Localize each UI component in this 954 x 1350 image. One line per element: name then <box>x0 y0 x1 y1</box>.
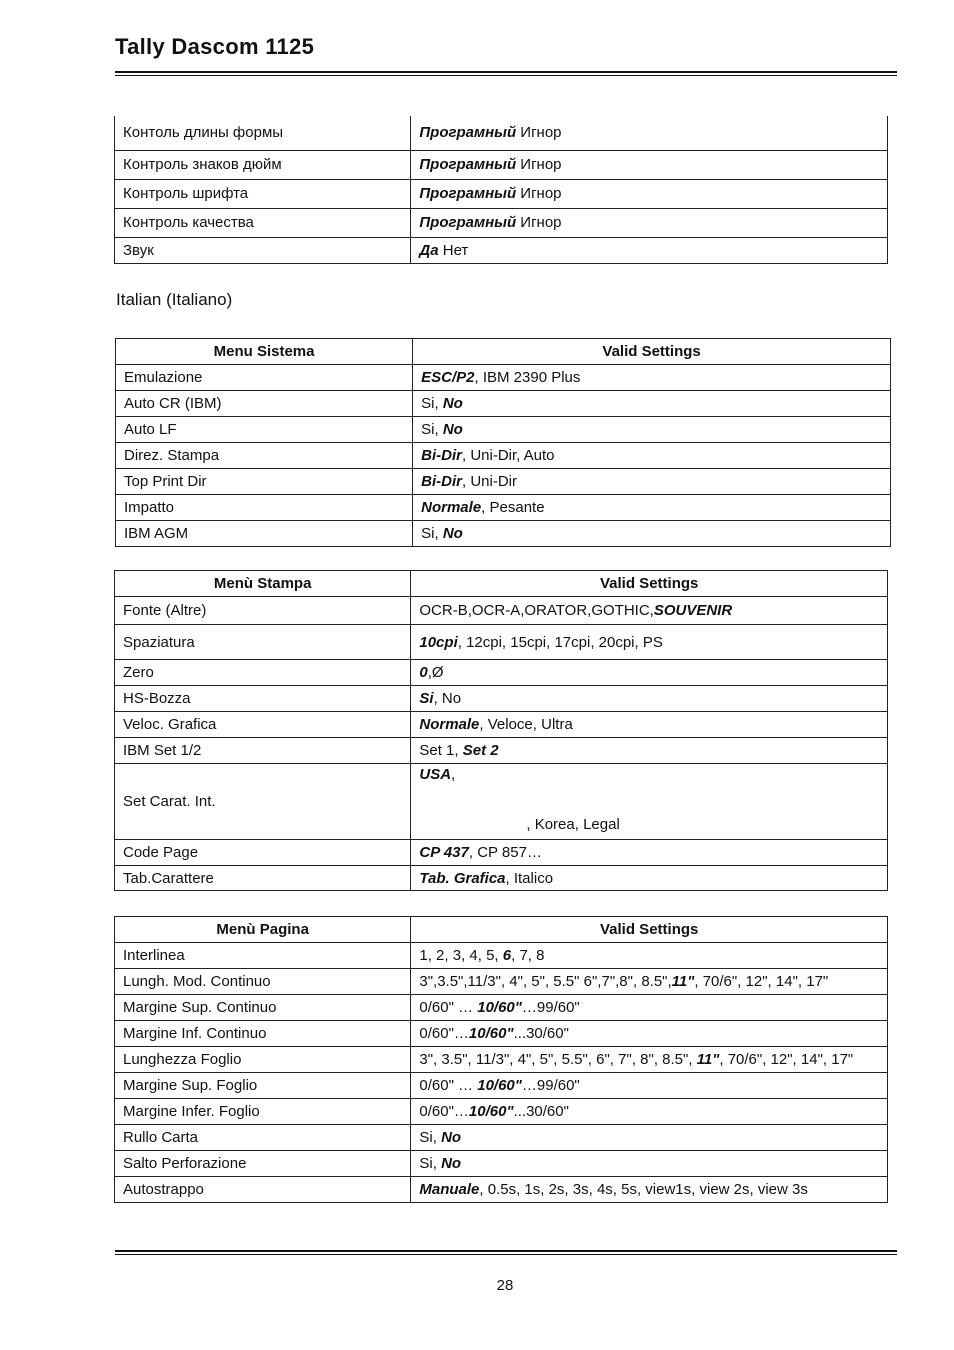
setting-values <box>413 495 891 521</box>
table-row <box>115 179 888 208</box>
default-value: 10cpi <box>419 633 458 651</box>
table-row <box>115 995 888 1021</box>
default-value: No <box>442 525 463 542</box>
table-row <box>115 840 888 866</box>
default-value: No <box>442 421 463 438</box>
menu-stampa-table <box>114 570 888 891</box>
setting-values <box>413 469 891 495</box>
column-header: Menù Pagina <box>115 917 411 943</box>
setting-label: Margine Sup. Continuo <box>115 995 411 1021</box>
values-suffix: , 0.5s, 1s, 2s, 3s, 4s, 5s, view1s, view 2s, view 3s <box>479 1181 808 1198</box>
setting-values <box>413 391 891 417</box>
table-row <box>115 764 888 840</box>
setting-values <box>411 237 888 263</box>
values-prefix: 0/60"… <box>419 1025 469 1042</box>
table-row <box>116 417 891 443</box>
column-header: Valid Settings <box>413 339 891 365</box>
setting-label: Zero <box>115 660 411 686</box>
values-prefix: Si, <box>421 421 443 438</box>
menu-sistema-table <box>115 338 891 547</box>
setting-values <box>413 443 891 469</box>
default-value: 6 <box>502 947 512 964</box>
default-value: ESC/P2 <box>421 369 475 386</box>
table-row <box>115 1177 888 1203</box>
setting-label: Veloc. Grafica <box>115 712 411 738</box>
default-value: 10/60" <box>477 1077 522 1094</box>
table-row <box>116 495 891 521</box>
russian-settings-table <box>114 116 888 264</box>
setting-values <box>411 1099 888 1125</box>
default-value: Si <box>419 690 434 707</box>
default-value: Програмный <box>419 156 517 173</box>
setting-label: Salto Perforazione <box>115 1151 411 1177</box>
other-values: Игнор <box>516 156 562 173</box>
default-value: No <box>441 1129 462 1146</box>
table-row <box>115 1125 888 1151</box>
values-line: , Korea, Legal <box>526 816 620 833</box>
table-row <box>115 660 888 686</box>
table-row <box>115 237 888 263</box>
setting-label: Контроль знаков дюйм <box>115 150 411 179</box>
default-value: Bi-Dir <box>421 447 462 464</box>
section-heading: Italian (Italiano) <box>116 290 233 309</box>
table-row <box>116 391 891 417</box>
table-header-row <box>116 339 891 365</box>
values-prefix: 0/60" … <box>419 999 478 1016</box>
other-values: Игнор <box>516 185 562 202</box>
values-suffix: , Uni-Dir <box>461 473 517 490</box>
header-rule <box>115 71 897 73</box>
setting-label: Rullo Carta <box>115 1125 411 1151</box>
table-row <box>115 116 888 150</box>
default-value: Да <box>419 241 439 259</box>
other-values: Игнор <box>516 124 562 142</box>
values-suffix: ...30/60" <box>513 1025 569 1042</box>
table-row <box>115 1047 888 1073</box>
page-header-title: Tally Dascom 1125 <box>115 34 315 59</box>
default-value: SOUVENIR <box>653 602 733 619</box>
column-header: Menu Sistema <box>116 339 413 365</box>
values-suffix: , Veloce, Ultra <box>479 716 573 733</box>
setting-values <box>411 995 888 1021</box>
table-row <box>116 365 891 391</box>
setting-label: Impatto <box>116 495 413 521</box>
default-value: 11" <box>671 973 695 990</box>
setting-values <box>411 1047 888 1073</box>
setting-values <box>411 866 888 891</box>
values-suffix: , Uni-Dir, Auto <box>461 447 555 464</box>
setting-label: Emulazione <box>116 365 413 391</box>
values-suffix: , CP 857… <box>468 844 542 861</box>
table-row <box>115 943 888 969</box>
default-value: Tab. Grafica <box>419 869 506 887</box>
setting-values <box>411 1177 888 1203</box>
setting-values <box>411 625 888 660</box>
values-suffix: …99/60" <box>521 999 580 1016</box>
setting-label: Контроль качества <box>115 208 411 237</box>
setting-label: Spaziatura <box>115 625 411 660</box>
values-suffix: ,Ø <box>427 664 444 681</box>
setting-values <box>411 764 888 840</box>
column-header: Valid Settings <box>411 571 888 597</box>
setting-values <box>411 686 888 712</box>
setting-values <box>411 840 888 866</box>
values-prefix: 0/60" … <box>419 1077 478 1094</box>
table-row <box>115 150 888 179</box>
default-value: No <box>441 1155 462 1172</box>
setting-values <box>411 208 888 237</box>
setting-values <box>413 521 891 547</box>
table-header-row <box>115 571 888 597</box>
setting-label: Контроль шрифта <box>115 179 411 208</box>
page-number: 28 <box>496 1277 514 1294</box>
setting-label: HS-Bozza <box>115 686 411 712</box>
table-row <box>115 597 888 625</box>
setting-values <box>413 365 891 391</box>
menu-pagina-table <box>114 916 888 1203</box>
default-value: No <box>442 395 463 412</box>
column-header: Menù Stampa <box>115 571 411 597</box>
header-rule-thin <box>115 75 897 76</box>
setting-label: Lunghezza Foglio <box>115 1047 411 1073</box>
table-row <box>116 469 891 495</box>
table-row <box>115 1021 888 1047</box>
values-suffix: , No <box>433 690 462 707</box>
setting-label: Lungh. Mod. Continuo <box>115 969 411 995</box>
setting-label: Margine Sup. Foglio <box>115 1073 411 1099</box>
setting-values <box>411 738 888 764</box>
setting-label: Margine Inf. Continuo <box>115 1021 411 1047</box>
values-prefix: 3",3.5",11/3", 4", 5", 5.5" 6",7",8", 8.5", <box>419 973 672 990</box>
values-suffix: , IBM 2390 Plus <box>474 369 581 386</box>
default-value: Програмный <box>419 185 517 202</box>
table-row <box>116 443 891 469</box>
setting-label: Direz. Stampa <box>116 443 413 469</box>
setting-values <box>411 1073 888 1099</box>
default-value: USA <box>419 766 452 783</box>
footer-rule <box>115 1250 897 1252</box>
values-prefix: 0/60"… <box>419 1103 469 1120</box>
setting-values <box>411 597 888 625</box>
setting-values <box>413 417 891 443</box>
values-suffix: , Pesante <box>481 499 545 516</box>
values-suffix: , <box>451 766 456 783</box>
values-prefix: 1, 2, 3, 4, 5, <box>419 947 503 964</box>
values-prefix: Si, <box>419 1129 442 1146</box>
column-header: Valid Settings <box>411 917 888 943</box>
setting-label: IBM AGM <box>116 521 413 547</box>
values-suffix: , 70/6", 12", 14", 17" <box>694 973 829 990</box>
other-values: Нет <box>438 241 469 259</box>
values-suffix: , 7, 8 <box>511 947 545 964</box>
values-prefix: Si, <box>421 395 443 412</box>
default-value: Normale <box>419 716 480 733</box>
values-prefix: Set 1, <box>419 742 463 759</box>
table-row <box>115 686 888 712</box>
values-suffix: ...30/60" <box>513 1103 569 1120</box>
values-suffix: , 12cpi, 15cpi, 17cpi, 20cpi, PS <box>457 633 663 651</box>
setting-label: Auto CR (IBM) <box>116 391 413 417</box>
setting-label: Fonte (Altre) <box>115 597 411 625</box>
setting-values <box>411 179 888 208</box>
setting-values <box>411 116 888 150</box>
setting-values <box>411 943 888 969</box>
setting-label: Code Page <box>115 840 411 866</box>
setting-values <box>411 1125 888 1151</box>
other-values: Игнор <box>516 214 562 231</box>
setting-label: IBM Set 1/2 <box>115 738 411 764</box>
default-value: 10/60" <box>468 1025 514 1042</box>
setting-label: Set Carat. Int. <box>115 764 411 840</box>
table-row <box>115 866 888 891</box>
default-value: Bi-Dir <box>421 473 462 490</box>
table-row <box>115 1151 888 1177</box>
setting-label: Звук <box>115 237 411 263</box>
setting-label: Auto LF <box>116 417 413 443</box>
default-value: Програмный <box>419 124 517 142</box>
setting-values <box>411 712 888 738</box>
values-prefix: OCR-B,OCR-A,ORATOR,GOTHIC, <box>419 602 654 619</box>
setting-values <box>411 1151 888 1177</box>
setting-label: Top Print Dir <box>116 469 413 495</box>
default-value: 11" <box>696 1051 720 1068</box>
table-row <box>115 208 888 237</box>
setting-label: Margine Infer. Foglio <box>115 1099 411 1125</box>
table-row <box>115 712 888 738</box>
default-value: 10/60" <box>468 1103 514 1120</box>
values-prefix: Si, <box>419 1155 442 1172</box>
setting-label: Tab.Carattere <box>115 866 411 891</box>
setting-label: Autostrappo <box>115 1177 411 1203</box>
values-suffix: , Italico <box>505 869 554 887</box>
default-value: Set 2 <box>462 742 499 759</box>
setting-values <box>411 969 888 995</box>
setting-values <box>411 1021 888 1047</box>
default-value: Normale <box>421 499 482 516</box>
values-prefix: 3", 3.5", 11/3", 4", 5", 5.5", 6", 7", 8", 8.5", <box>419 1051 697 1068</box>
setting-label: Контоль длины формы <box>115 116 411 150</box>
table-row <box>115 1099 888 1125</box>
table-header-row <box>115 917 888 943</box>
table-row <box>115 625 888 660</box>
values-suffix: , 70/6", 12", 14", 17" <box>719 1051 854 1068</box>
footer-rule-thin <box>115 1254 897 1255</box>
default-value: Manuale <box>419 1181 480 1198</box>
default-value: Програмный <box>419 214 517 231</box>
default-value: 0 <box>419 664 428 681</box>
default-value: CP 437 <box>419 844 469 861</box>
table-row <box>115 1073 888 1099</box>
setting-values <box>411 660 888 686</box>
setting-values <box>411 150 888 179</box>
values-suffix: …99/60" <box>521 1077 580 1094</box>
table-row <box>115 738 888 764</box>
table-row <box>115 969 888 995</box>
setting-label: Interlinea <box>115 943 411 969</box>
default-value: 10/60" <box>477 999 522 1016</box>
values-prefix: Si, <box>421 525 443 542</box>
table-row <box>116 521 891 547</box>
